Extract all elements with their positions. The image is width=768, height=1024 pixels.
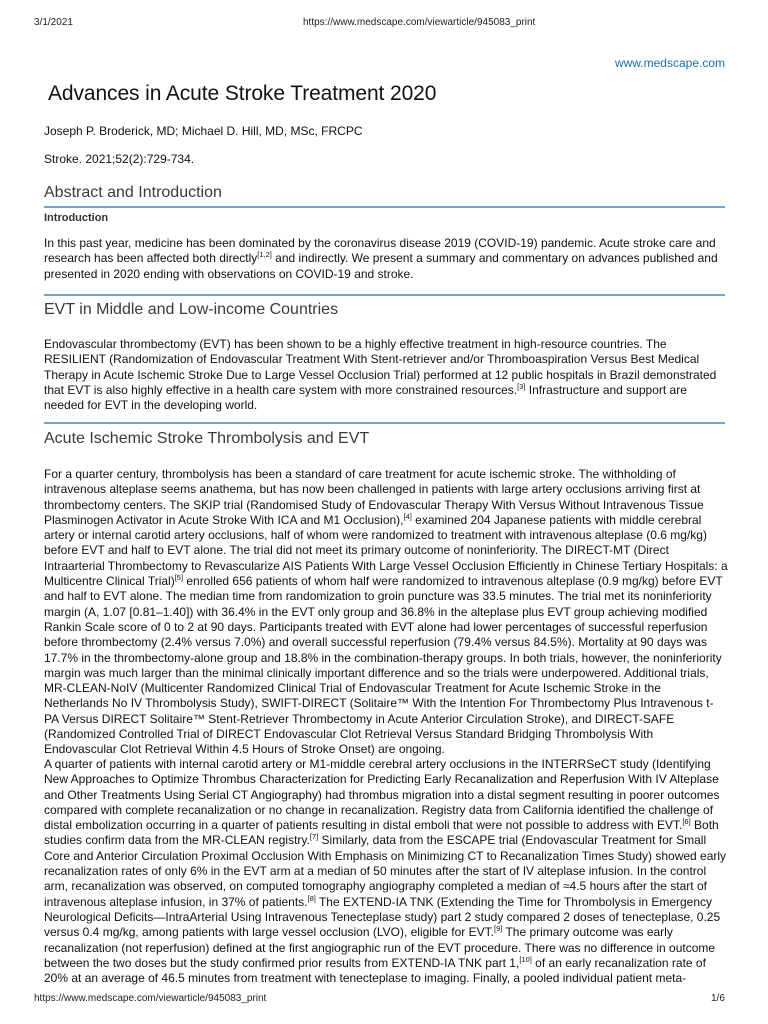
paragraph-text: and indirectly. We present a summary and commentary on advances published and presented in 2020 ending with observations on COVID-19 and stroke. [44,251,718,281]
section-divider [44,206,725,208]
section-title-evt-lmic: EVT in Middle and Low-income Countries [44,301,339,318]
paragraph [44,337,728,413]
reference-marker[interactable]: [1,2] [257,250,272,260]
paragraph-text: of an early recanalization rate of 20% at an average of 46.5 minutes from treatment with tenecteplase to imaging. Finally, a pooled individual patient meta- [44,955,706,986]
reference-marker[interactable]: [7] [309,832,319,842]
paragraph-text: In this past year, medicine has been dominated by the coronavirus disease 2019 (COVID-19) pandemic. Acute stroke care and research has been affected both directly [44,236,716,266]
article-citation: Stroke. 2021;52(2):729-734. [44,152,195,166]
print-date: 3/1/2021 [34,17,73,28]
reference-marker[interactable]: [10] [519,954,532,964]
reference-marker[interactable]: [8] [307,893,316,903]
paragraph [44,757,728,986]
section-title-abstract: Abstract and Introduction [44,184,222,201]
section-title-thrombolysis-evt: Acute Ischemic Stroke Thrombolysis and EVT [44,430,370,447]
paragraph-text: A quarter of patients with internal carotid artery or M1-middle cerebral artery occlusions in the INTERRSeCT study (Identifying New Approaches to Optimize Thrombus Characterization for Predicting Early Recanalization and Reperfusion With IV Alteplase and Other Treatments Using Serial CT Angiography) had thrombus migration into a distal segment resulting in poorer outcomes compared with complete recanalization or no change in recanalization. Registry data from California identified the challenge of distal embolization occurring in a quarter of patients resulting in distal emboli that were not possible to address with EVT. [44,757,720,833]
paragraph-text: enrolled 656 patients of whom half were randomized to intravenous alteplase (0.9 mg/kg) before EVT and half to EVT alone. The median time from randomization to groin puncture was 33.5 minutes. The trial met its noninferiority margin (A, 1.07 [0.81–1.40]) with 36.4% in the EVT only group and 36.8% in the alteplase plus EVT group achieving modified Rankin Scale score of 0 to 2 at 90 days. Participants treated with EVT alone had lower percentages of successful reperfusion before thrombectomy (2.4% versus 7.0%) and overall successful reperfusion (79.4% versus 84.5%). Mortality at 90 days was 17.7% in the thrombectomy-alone group and 18.8% in the combination-therapy groups. In both trials, however, the noninferiority margin was much larger than the minimal clinically important difference and so the trials were underpowered. Additional trials, MR-CLEAN-NoIV (Multicenter Randomized Clinical Trial of Endovascular Treatment for Acute Ischemic Stroke in the Netherlands No IV Thrombolysis Study), SWIFT-DIRECT (Solitaire™ With the Intention For Thrombectomy Plus Intravenous t-PA Versus DIRECT Solitaire™ Stent-Retriever Thrombectomy in Acute Anterior Circulation Stroke), and DIRECT-SAFE (Randomized Controlled Trial of DIRECT Endovascular Clot Retrieval Versus Standard Bridging Thrombolysis With Endovascular Clot Retrieval Within 4.5 Hours of Stroke Onset) are ongoing. [44,574,723,757]
article-title: Advances in Acute Stroke Treatment 2020 [48,82,437,105]
page-number: 1/6 [711,993,725,1004]
paragraph [44,236,728,282]
article-authors: Joseph P. Broderick, MD; Michael D. Hill, MD, MSc, FRCPC [44,124,363,138]
paragraph-text: The primary outcome was early recanalization (not reperfusion) defined at the first angiographic run of the EVT procedure. There was no difference in outcome between the two doses but the study confirmed prior results from EXTEND-IA TNK part 1, [44,925,716,970]
paragraph-text: Infrastructure and support are needed for EVT in the developing world. [44,382,687,413]
subheading-introduction: Introduction [44,212,109,224]
paragraph-text: The EXTEND-IA TNK (Extending the Time for Thrombolysis in Emergency Neurological Deficits—IntraArterial Using Intravenous Tenecteplase study) part 2 study compared 2 doses of tenecteplase, 0.25 versus 0.4 mg/kg, among patients with large vessel occlusion (LVO), eligible for EVT. [44,894,721,940]
paragraph-text: Endovascular thrombectomy (EVT) has been shown to be a highly effective treatment in high-resource countries. The RESILIENT (Randomization of Endovascular Treatment With Stent-retriever and/or Thromboaspiration Versus Best Medical Therapy in Acute Ischemic Stroke Due to Large Vessel Occlusion Trial) performed at 12 public hospitals in Brazil demonstrated that EVT is also highly effective in a health care system with more constrained resources. [44,337,717,397]
paragraph-text: Similarly, data from the ESCAPE trial (Endovascular Treatment for Small Core and Anterior Circulation Proximal Occlusion With Emphasis on Minimizing CT to Recanalization Times Study) showed early recanalization rates of only 6% in the EVT arm at a median of 50 minutes after the start of IV alteplase infusion. In the control arm, recanalization was observed, on computed tomography angiography completed a median of ≈4.5 hours after the start of intravenous alteplase infusion, in 37% of patients. [44,833,727,909]
print-url: https://www.medscape.com/viewarticle/945083_print [303,17,536,28]
section-divider [44,422,725,424]
paragraph-text: examined 204 Japanese patients with middle cerebral artery or internal carotid artery occlusions, half of whom were randomized to treatment with intravenous alteplase (0.6 mg/kg) before EVT and half to EVT alone. The trial did not meet its primary outcome of noninferiority. The DIRECT-MT (Direct Intraarterial Thrombectomy to Revascularize AIS Patients With Large Vessel Occlusion Efficiently in Chinese Tertiary Hospitals: a Multicentre Clinical Trial) [44,512,728,589]
reference-marker[interactable]: [5] [174,573,184,583]
section-divider [44,294,725,296]
paragraph-text: Both studies confirm data from the MR-CLEAN registry. [44,818,719,848]
site-link[interactable]: www.medscape.com [614,56,725,70]
reference-marker[interactable]: [6] [682,817,691,827]
paragraph [44,467,728,758]
reference-marker[interactable]: [3] [517,381,526,391]
footer-url: https://www.medscape.com/viewarticle/945083_print [34,993,267,1004]
reference-marker[interactable]: [4] [403,511,412,521]
paragraph-text: For a quarter century, thrombolysis has been a standard of care treatment for acute ischemic stroke. The withholding of intravenous alteplase seems anathema, but has now been challenged in patients with large artery occlusions arriving first at thrombectomy centers. The SKIP trial (Randomised Study of Endovascular Therapy With Versus Without Intravenous Tissue Plasminogen Activator in Acute Stroke With ICA and M1 Occlusion), [44,467,704,527]
reference-marker[interactable]: [9] [493,924,503,934]
